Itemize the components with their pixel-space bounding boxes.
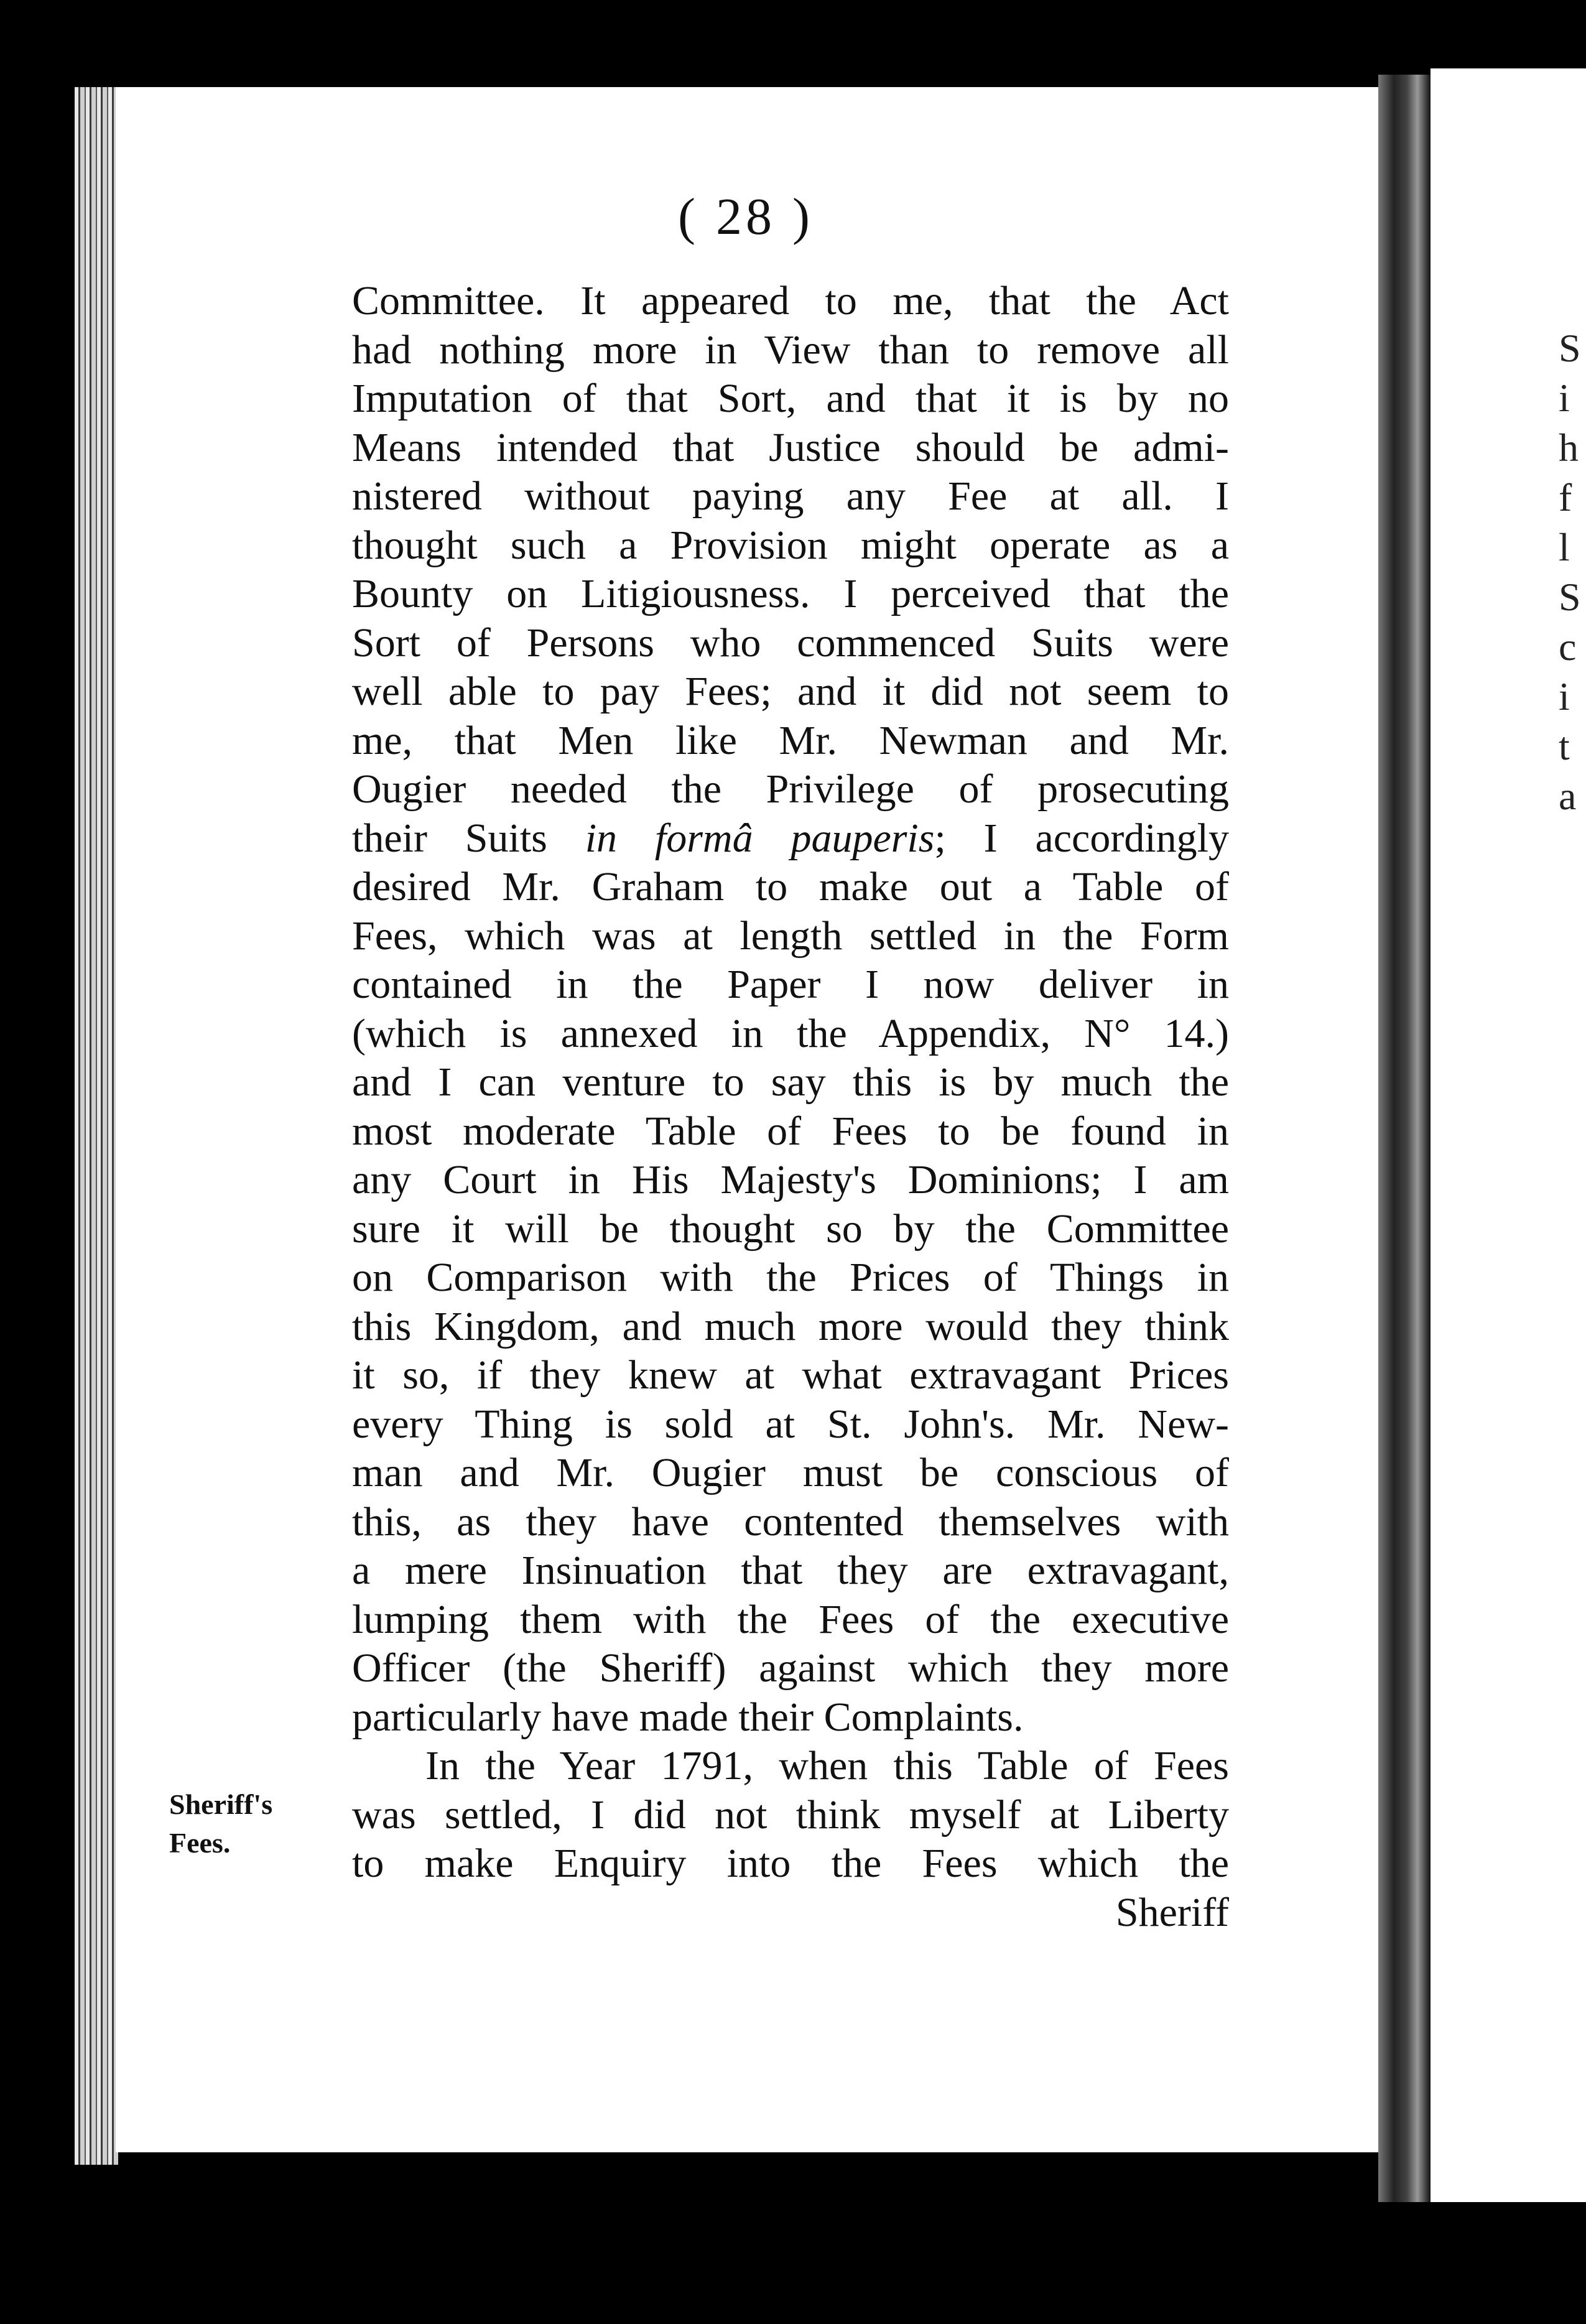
text-line: Ougier needed the Privilege of prosecuting bbox=[352, 766, 1229, 812]
text-line: (which is annexed in the Appendix, N° 14.) bbox=[352, 1010, 1229, 1056]
text-line: was settled, I did not think myself at Liberty bbox=[352, 1792, 1229, 1838]
margin-note-line: Fees. bbox=[169, 1827, 231, 1859]
text-line: In the Year 1791, when this Table of Fees bbox=[425, 1743, 1229, 1788]
body-text bbox=[352, 277, 1229, 1937]
text-line: this, as they have contented themselves with bbox=[352, 1499, 1229, 1545]
text-line: Committee. It appeared to me, that the Act bbox=[352, 278, 1229, 323]
text-line: particularly have made their Complaints. bbox=[352, 1694, 1024, 1740]
facing-page-fragment: l bbox=[1559, 525, 1570, 569]
facing-page-fragment: S bbox=[1559, 326, 1581, 370]
facing-page-fragment: c bbox=[1559, 625, 1577, 669]
text-line: Bounty on Litigiousness. I perceived that the bbox=[352, 571, 1229, 616]
facing-page-fragment: t bbox=[1559, 724, 1570, 768]
text-line: Sort of Persons who commenced Suits were bbox=[352, 620, 1229, 666]
book-left-edge bbox=[75, 87, 118, 2165]
text-line: every Thing is sold at St. John's. Mr. New- bbox=[352, 1401, 1229, 1447]
text-line: desired Mr. Graham to make out a Table of bbox=[352, 864, 1229, 909]
text-line: nistered without paying any Fee at all. I bbox=[352, 473, 1229, 519]
text-line: had nothing more in View than to remove all bbox=[352, 327, 1229, 373]
text-line: me, that Men like Mr. Newman and Mr. bbox=[352, 717, 1229, 763]
text-line: Fees, which was at length settled in the Form bbox=[352, 913, 1229, 959]
text-line: most moderate Table of Fees to be found in bbox=[352, 1108, 1229, 1154]
facing-page-fragment: f bbox=[1559, 475, 1572, 519]
text-line: their Suits in formâ pauperis; I accordingly bbox=[352, 815, 1230, 861]
text-line: Officer (the Sheriff) against which they more bbox=[352, 1645, 1229, 1691]
text-line: a mere Insinuation that they are extravagant, bbox=[352, 1548, 1229, 1593]
margin-note bbox=[169, 1785, 272, 1862]
book-gutter bbox=[1378, 75, 1431, 2202]
text-line: well able to pay Fees; and it did not seem to bbox=[352, 669, 1229, 714]
text-line: it so, if they knew at what extravagant Prices bbox=[352, 1352, 1229, 1398]
facing-page-fragment: i bbox=[1559, 376, 1570, 420]
text-line: to make Enquiry into the Fees which the bbox=[352, 1841, 1229, 1886]
text-line: man and Mr. Ougier must be conscious of bbox=[352, 1450, 1229, 1495]
facing-page-fragment: h bbox=[1559, 425, 1579, 470]
text-line: Means intended that Justice should be admi- bbox=[352, 424, 1229, 470]
facing-page-text bbox=[1559, 323, 1581, 821]
facing-page-fragment: a bbox=[1559, 774, 1577, 818]
text-line: thought such a Provision might operate as a bbox=[352, 522, 1229, 568]
facing-page-fragment: S bbox=[1559, 575, 1581, 619]
margin-note-line: Sheriff's bbox=[169, 1788, 273, 1820]
text-line: any Court in His Majesty's Dominions; I am bbox=[352, 1157, 1229, 1202]
text-line: on Comparison with the Prices of Things in bbox=[352, 1255, 1229, 1300]
text-line: Sheriff bbox=[1115, 1889, 1229, 1935]
text-line: this Kingdom, and much more would they think bbox=[352, 1303, 1229, 1349]
text-line: Imputation of that Sort, and that it is by no bbox=[352, 376, 1229, 421]
page-number: ( 28 ) bbox=[678, 188, 814, 246]
text-line: sure it will be thought so by the Committee bbox=[352, 1206, 1229, 1252]
text-line: lumping them with the Fees of the executive bbox=[352, 1596, 1229, 1642]
facing-page-fragment: i bbox=[1559, 674, 1570, 718]
text-line: and I can venture to say this is by much the bbox=[352, 1059, 1229, 1105]
text-line: contained in the Paper I now deliver in bbox=[352, 962, 1229, 1007]
